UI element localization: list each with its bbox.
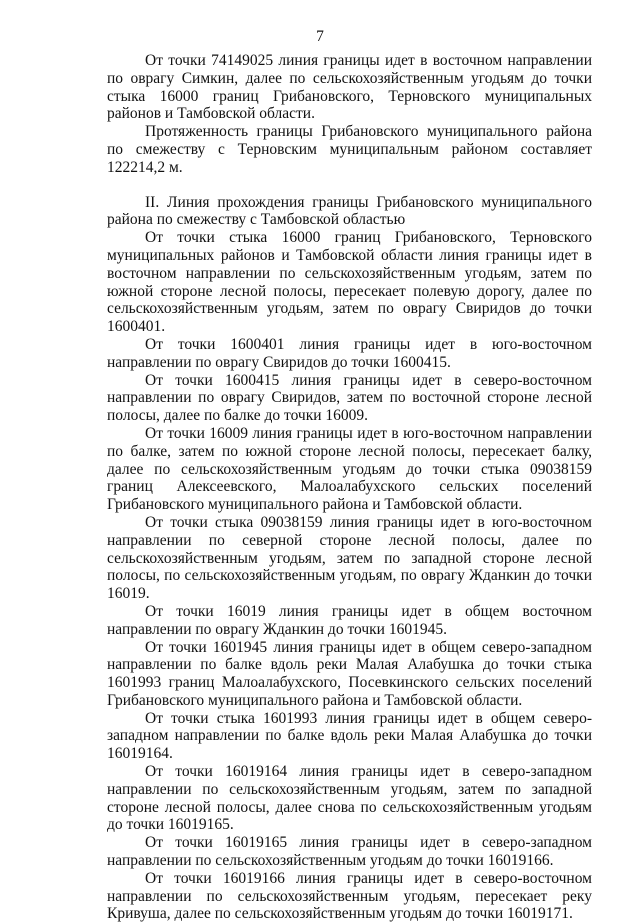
paragraph: От точки 1601945 линия границы идет в общем северо-западном направлении по балке вдоль реки Малая Алабушка до точки стыка 1601993 границ Малоалабухского, Посевкинского сельских поселений Грибановского муниципального района и Тамбовской области. xyxy=(107,638,592,709)
paragraph: Протяженность границы Грибановского муниципального района по смежеству с Терновским муниципальным районом составляет 122214,2 м. xyxy=(107,123,592,176)
paragraph: От точки стыка 09038159 линия границы идет в юго-восточном направлении по северной стороне лесной полосы, далее по сельскохозяйственным угодьям, затем по западной стороне лесной полосы, по сельскохозяйственным угодьям, по оврагу Жданкин до точки 16019. xyxy=(107,513,592,603)
paragraph: От точки стыка 1601993 линия границы идет в общем северо-западном направлении по балке вдоль реки Малая Алабушка до точки 16019164. xyxy=(107,709,592,763)
page-number: 7 xyxy=(316,28,324,45)
section-gap xyxy=(107,177,592,194)
paragraph: От точки 1600401 линия границы идет в юго-восточном направлении по оврагу Свиридов до точки 1600415. xyxy=(107,335,592,371)
paragraph: От точки 16019166 линия границы идет в северо-восточном направлении по сельскохозяйственным угодьям, пересекает реку Кривуша, далее по сельскохозяйственным угодьям до точки 16019171. xyxy=(107,869,592,923)
paragraph: От точки 1600415 линия границы идет в северо-восточном направлении по оврагу Свиридов, затем по восточной стороне лесной полосы, далее по балке до точки 16009. xyxy=(107,371,592,425)
paragraph: От точки 16019164 линия границы идет в северо-западном направлении по сельскохозяйственным угодьям, затем по западной стороне лесной полосы, далее снова по сельскохозяйственным угодьям до точки 16019165. xyxy=(107,763,592,834)
paragraph: От точки 16009 линия границы идет в юго-восточном направлении по балке, затем по южной стороне лесной полосы, пересекает балку, далее по сельскохозяйственным угодьям до точки стыка 09038159 границ Алексеевского, Малоалабухского сельских поселений Грибановского муниципального района и Тамбовской области. xyxy=(107,424,592,514)
paragraph: От точки 16019165 линия границы идет в северо-западном направлении по сельскохозяйственным угодьям до точки 16019166. xyxy=(107,834,592,870)
paragraph: От точки 16019 линия границы идет в общем восточном направлении по оврагу Жданкин до точки 1601945. xyxy=(107,602,592,638)
section-heading: II. Линия прохождения границы Грибановского муниципального района по смежеству с Тамбовской областью xyxy=(107,193,592,229)
document-body xyxy=(107,52,592,923)
paragraph: От точки 74149025 линия границы идет в восточном направлении по оврагу Симкин, далее по сельскохозяйственным угодьям до точки стыка 16000 границ Грибановского, Терновского муниципальных районов и Тамбовской области. xyxy=(107,52,592,123)
paragraph: От точки стыка 16000 границ Грибановского, Терновского муниципальных районов и Тамбовской области линия границы идет в восточном направлении по сельскохозяйственным угодьям, затем по южной стороне лесной полосы, пересекает полевую дорогу, далее по сельскохозяйственным угодьям, затем по оврагу Свиридов до точки 1600401. xyxy=(107,229,592,336)
